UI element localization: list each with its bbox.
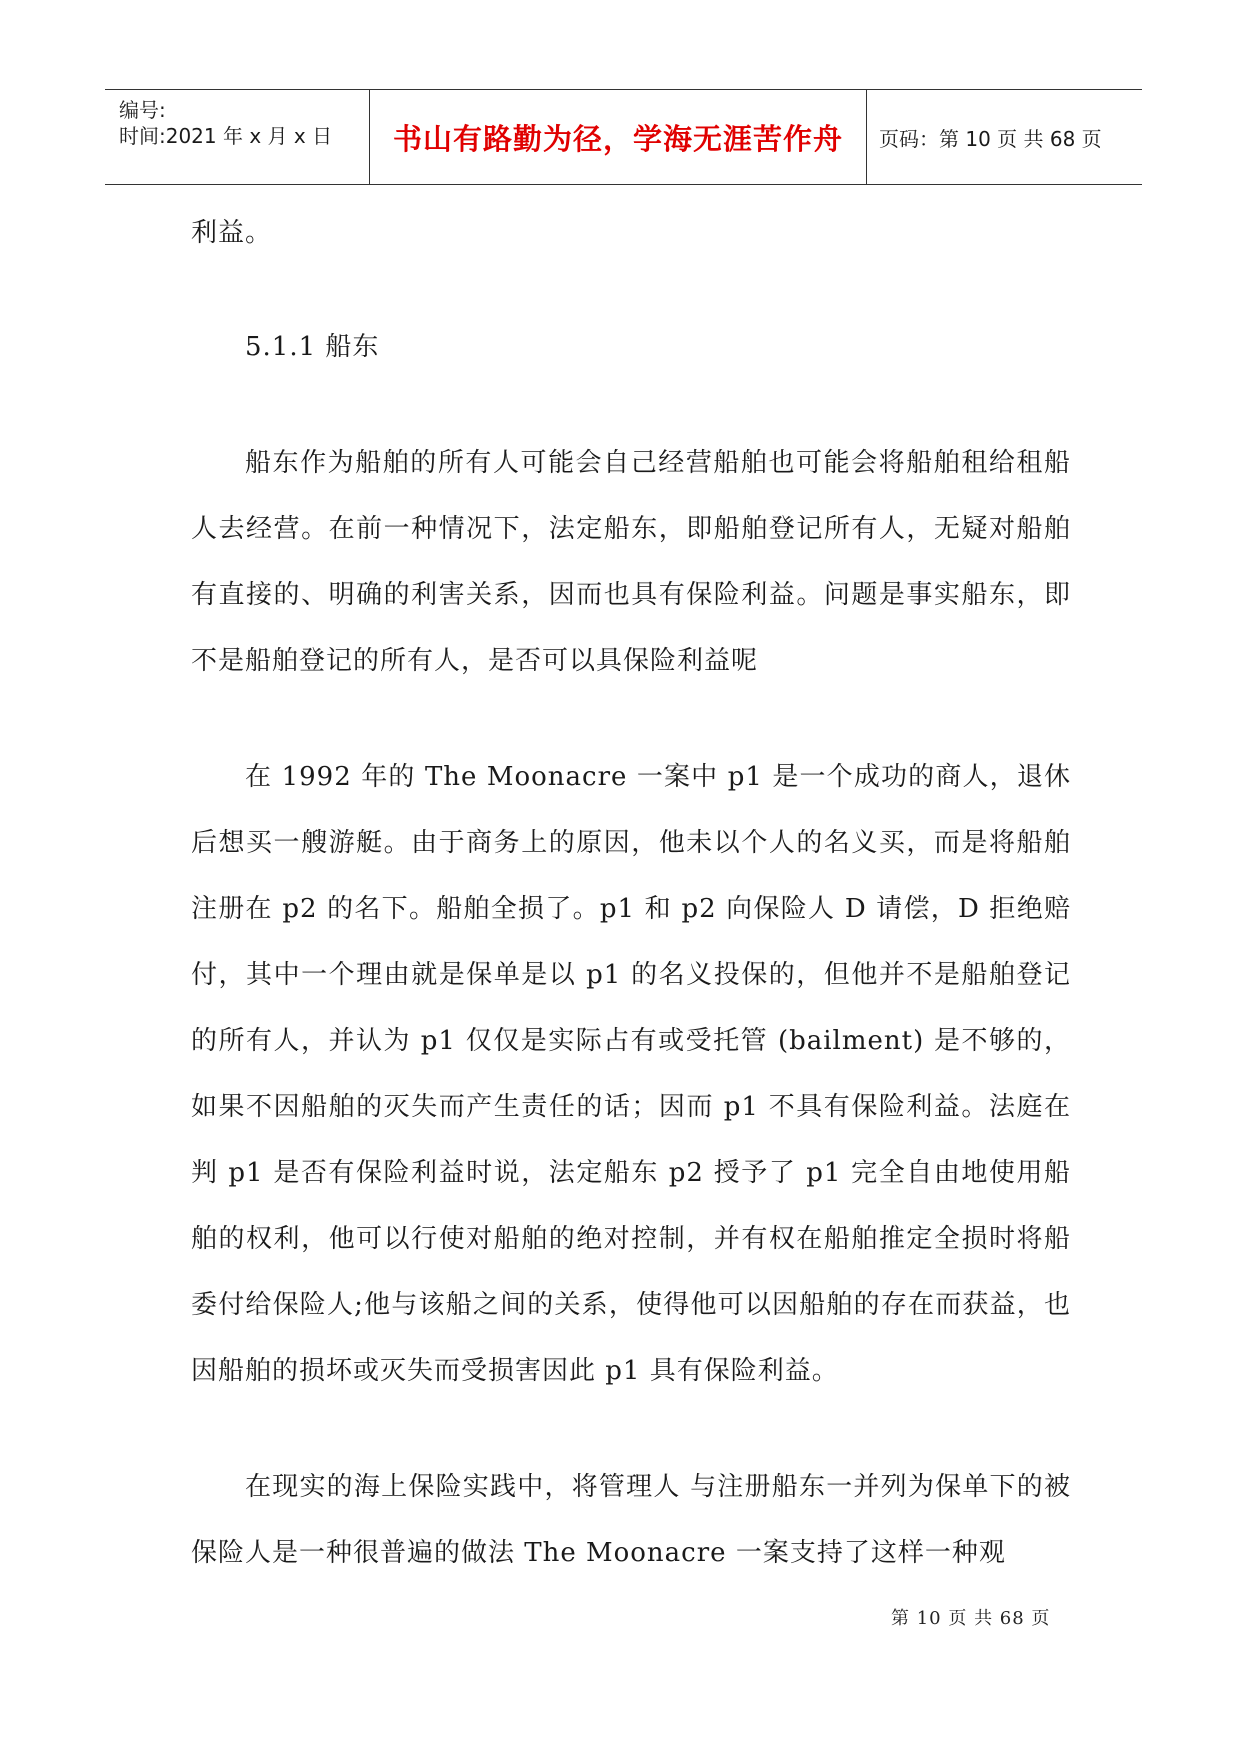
paragraph-continuation: 利益。: [191, 218, 273, 248]
header-motto: 书山有路勤为径，学海无涯苦作舟: [392, 121, 843, 156]
document-number-label: 编号:: [119, 98, 166, 122]
paragraph-practice: 在现实的海上保险实践中，将管理人 与注册船东一并列为保单下的被保险人是一种很普遍的做法 The Moonacre 一案支持了这样一种观: [191, 1472, 1071, 1568]
page-header: [105, 89, 1142, 185]
section-heading: 5.1.1 船东: [245, 332, 380, 362]
page-footer: 第 10 页 共 68 页: [891, 1608, 1051, 1629]
header-page-info: 页码：第 10 页 共 68 页: [879, 126, 1102, 151]
paragraph-moonacre-case: 在 1992 年的 The Moonacre 一案中 p1 是一个成功的商人，退休后想买一艘游艇。由于商务上的原因，他未以个人的名义买，而是将船舶注册在 p2 的名下。船舶全损了。p1 和 p2 向保险人 D 请偿，D 拒绝赔付，其中一个理由就是保单是以 p1 的名义投保的，但他并不是船舶登记的所有人，并认为 p1 仅仅是实际占有或受托管 (bailment) 是不够的，如果不因船舶的灭失而产生责任的话；因而 p1 不具有保险利益。法庭在判 p1 是否有保险利益时说，法定船东 p2 授予了 p1 完全自由地使用船舶的权利，他可以行使对船舶的绝对控制，并有权在船舶推定全损时将船委付给保险人;他与该船之间的关系，使得他可以因船舶的存在而获益，也因船舶的损坏或灭失而受损害因此 p1 具有保险利益。: [191, 762, 1071, 1386]
document-body: [191, 200, 1071, 1586]
header-meta-cell: [105, 90, 370, 184]
header-page-cell: [867, 90, 1142, 184]
document-time-label: 时间:2021 年 x 月 x 日: [119, 124, 333, 148]
paragraph-shipowner: 船东作为船舶的所有人可能会自己经营船舶也可能会将船舶租给租船人去经营。在前一种情况下，法定船东，即船舶登记所有人，无疑对船舶有直接的、明确的利害关系，因而也具有保险利益。问题是事实船东，即不是船舶登记的所有人，是否可以具保险利益呢: [191, 448, 1071, 676]
header-motto-cell: [370, 90, 867, 184]
